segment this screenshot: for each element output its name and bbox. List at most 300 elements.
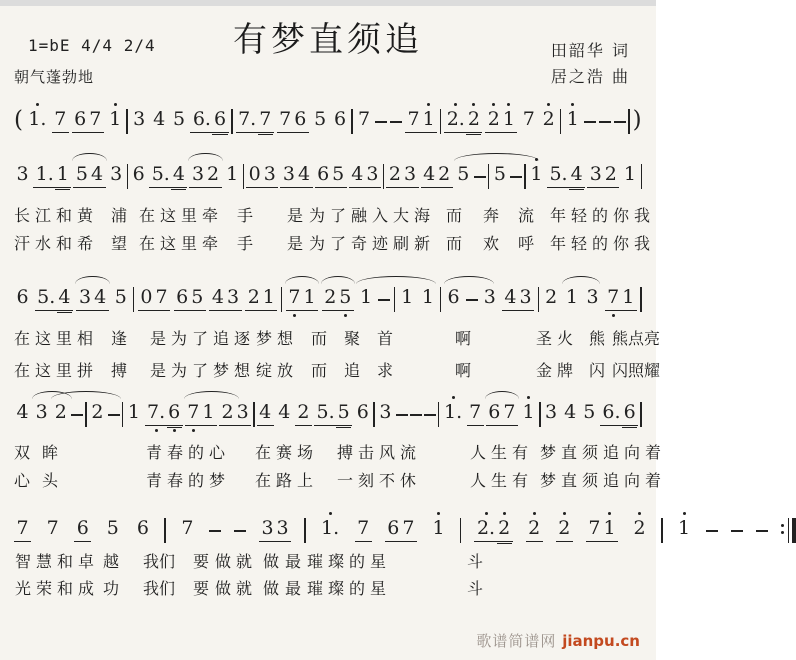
barline-icon: [641, 164, 642, 189]
score-line: [14, 517, 796, 551]
dash-note-icon: [706, 530, 718, 532]
note: 5.: [151, 163, 170, 185]
note: 4: [211, 286, 225, 308]
note: 2: [466, 108, 481, 130]
note-group: [286, 286, 318, 310]
lyric-segment: 在这里相: [14, 329, 99, 348]
lyric-segment: 做就: [215, 552, 258, 571]
note-group: [138, 286, 170, 310]
lyric-segment: 青春的梦: [146, 471, 231, 490]
note-group: [356, 108, 373, 132]
sixteenth-underline-icon: [171, 189, 186, 190]
note: 3: [16, 163, 29, 185]
lyric-segment: 为了: [309, 234, 352, 253]
note-group: [444, 108, 482, 132]
note: 2: [438, 163, 451, 185]
note-group: [486, 401, 518, 425]
note-group: [528, 163, 545, 187]
note-group: [441, 401, 464, 425]
high-octave-dot-icon: [563, 512, 566, 515]
note-group: [377, 401, 394, 425]
tie-arc-icon: [51, 391, 121, 399]
dash-note-icon: [410, 414, 422, 416]
note: 3: [191, 163, 205, 185]
note-group: [14, 163, 31, 187]
sixteenth-underline-icon: [167, 427, 182, 428]
note: 2: [557, 517, 572, 539]
note-group: [134, 517, 151, 541]
lyric-segment: 人生有: [470, 443, 534, 462]
note: 2: [247, 286, 260, 308]
high-octave-dot-icon: [36, 103, 39, 106]
lyric-segment: 融入: [351, 206, 394, 225]
lyric-segment: 圣火: [536, 329, 579, 348]
high-octave-dot-icon: [571, 103, 574, 106]
high-octave-dot-icon: [472, 103, 475, 106]
tie-arc-icon: [285, 276, 319, 284]
lyric-segment: 熊: [589, 329, 611, 348]
note: 2.: [445, 108, 466, 130]
sixteenth-underline-icon: [57, 312, 72, 313]
barline-icon: [438, 402, 439, 427]
page-title: 有梦直须追: [233, 20, 423, 60]
score-line: [14, 108, 642, 142]
lyric-segment: 而: [446, 234, 468, 253]
lyric-segment: 呼: [518, 234, 540, 253]
note-group: [33, 163, 71, 187]
note-group: [125, 401, 142, 425]
note: 6: [317, 163, 330, 185]
dash-note-icon: [474, 176, 486, 178]
note-group: [151, 108, 168, 132]
note: 4: [569, 163, 584, 185]
barline-icon: [488, 164, 489, 189]
lyric-segment: 在这里拼: [14, 361, 99, 380]
note-group: [556, 517, 573, 541]
low-octave-dot-icon: [293, 314, 296, 317]
note-group: [467, 401, 484, 425]
lyric-segment: 璀璨的星: [307, 579, 392, 598]
note: 6: [132, 163, 145, 185]
dash-note-icon: [108, 414, 120, 416]
barline-icon: [122, 402, 123, 427]
note-group: [185, 401, 217, 425]
note: 3: [78, 286, 92, 308]
note: 0: [248, 163, 261, 185]
lyric-segment: 光荣和成: [15, 579, 100, 598]
note-group: [259, 517, 291, 541]
note: 3: [545, 401, 558, 423]
note: 1: [565, 286, 578, 308]
barline-icon: [640, 287, 641, 312]
note-group: [676, 517, 693, 541]
note: 6: [167, 401, 182, 423]
barline-icon: [440, 109, 441, 134]
high-octave-dot-icon: [535, 158, 538, 161]
note-group: [419, 286, 436, 310]
lyric-segment: 追逐: [213, 329, 256, 348]
note: 1: [421, 108, 436, 130]
note: 4: [57, 286, 72, 308]
note: 7: [407, 108, 420, 130]
lyric-segment: 流: [518, 206, 540, 225]
lyricist-credit: 田韶华 词: [550, 41, 630, 60]
note: 2: [91, 401, 104, 423]
note-group: [246, 163, 278, 187]
dash-note-icon: [614, 121, 626, 123]
lyric-segment: 大海: [393, 206, 436, 225]
note: 3: [133, 108, 146, 130]
barline-icon: [243, 164, 244, 189]
thick-barline-icon: [792, 518, 796, 543]
note-group: [312, 108, 329, 132]
lyric-segment: 而: [311, 361, 333, 380]
tie-arc-icon: [356, 276, 436, 284]
lyric-segment: 直须追向着: [561, 443, 667, 462]
note: 1.: [442, 401, 463, 423]
barline-icon: [538, 287, 539, 312]
note-group: [485, 108, 517, 132]
score-line: [14, 163, 642, 197]
note: 6: [76, 517, 89, 539]
dash-note-icon: [396, 414, 408, 416]
dash-note-icon: [71, 414, 83, 416]
watermark: [476, 630, 640, 651]
lyric-segment: 双: [14, 443, 36, 462]
barline-icon: [304, 518, 305, 543]
barline-icon: [126, 109, 127, 134]
low-octave-dot-icon: [344, 314, 347, 317]
note-group: [145, 401, 183, 425]
note-group: [322, 286, 354, 310]
note: 6: [387, 517, 400, 539]
sixteenth-underline-icon: [212, 134, 227, 135]
note-group: [543, 286, 560, 310]
note: 7: [186, 401, 201, 423]
note: 1: [565, 108, 580, 130]
lyric-segment: 梦: [540, 443, 562, 462]
tie-arc-icon: [454, 153, 539, 161]
note-group: [112, 286, 129, 310]
note: 5: [493, 163, 506, 185]
parenthesis: ): [632, 107, 642, 133]
note-group: [584, 286, 601, 310]
tie-arc-icon: [75, 276, 109, 284]
note-group: [349, 163, 381, 187]
note-group: [14, 401, 31, 425]
note: 1: [226, 163, 239, 185]
lyric-segment: 首: [377, 329, 399, 348]
note-group: [502, 286, 534, 310]
sixteenth-underline-icon: [569, 189, 584, 190]
note: 2: [497, 517, 512, 539]
note: 4: [297, 163, 311, 185]
note-group: [104, 517, 121, 541]
note: 1.: [27, 108, 48, 130]
sixteenth-underline-icon: [497, 543, 512, 544]
note: 7: [46, 517, 59, 539]
lyric-segment: 璀璨的星: [307, 552, 392, 571]
lyric-segment: 一刻不休: [337, 471, 422, 490]
note: 2: [604, 163, 617, 185]
note: 5: [191, 286, 204, 308]
note: 5.: [549, 163, 568, 185]
note-group: [35, 286, 73, 310]
note: 1.: [320, 517, 341, 539]
note: 4: [90, 163, 104, 185]
lyric-segment: 我们: [143, 579, 176, 598]
lyric-segment: 我: [634, 234, 656, 253]
note: 2: [486, 108, 501, 130]
lyric-segment: 在这里牵: [139, 234, 224, 253]
note-group: [354, 401, 371, 425]
note: 6: [212, 108, 227, 130]
note-group: [562, 401, 579, 425]
note: 2: [297, 401, 310, 423]
barline-icon: [85, 402, 86, 427]
note: 3: [35, 401, 48, 423]
lyric-segment: 追: [344, 361, 366, 380]
note: 7: [522, 108, 535, 130]
lyric-segment: 浦: [111, 206, 133, 225]
lyric-segment: 最: [285, 552, 307, 571]
lyric-segment: 啊: [455, 329, 477, 348]
lyric-segment: 梦想: [213, 361, 256, 380]
note-group: [170, 108, 187, 132]
note: 7: [181, 517, 194, 539]
barline-icon: [440, 287, 441, 312]
barline-icon: [460, 518, 461, 543]
lyric-segment: 为了: [171, 361, 214, 380]
note-group: [491, 163, 508, 187]
note-group: [474, 517, 512, 541]
note: 7: [503, 401, 516, 423]
note-group: [386, 163, 418, 187]
lyric-segment: 青春的心: [146, 443, 231, 462]
note: 3: [263, 163, 276, 185]
lyric-segment: 在赛场: [255, 443, 319, 462]
lyric-segment: 长江和黄: [14, 206, 99, 225]
note: 6: [333, 108, 347, 130]
sixteenth-underline-icon: [258, 134, 273, 135]
lyric-segment: 梦想: [256, 329, 299, 348]
note-group: [543, 401, 560, 425]
barline-icon: [383, 164, 384, 189]
note-group: [107, 108, 124, 132]
note: 2: [527, 517, 542, 539]
lyric-segment: 啊: [455, 361, 477, 380]
tie-arc-icon: [562, 276, 600, 284]
note-group: [430, 517, 447, 541]
note: 7: [279, 108, 292, 130]
lyric-segment: 直须追向着: [561, 471, 667, 490]
note: 4: [278, 401, 291, 423]
note: 1: [602, 517, 617, 539]
note: 7: [89, 108, 102, 130]
note-group: [33, 401, 50, 425]
dash-note-icon: [424, 414, 436, 416]
repeat-end-barline-icon: [781, 517, 796, 543]
note-group: [563, 286, 580, 310]
note: 4: [94, 286, 107, 308]
note-group: [315, 163, 347, 187]
barline-icon: [628, 109, 629, 134]
note-group: [357, 286, 374, 310]
lyric-segment: 斗: [467, 552, 489, 571]
high-octave-dot-icon: [427, 103, 430, 106]
sixteenth-underline-icon: [466, 134, 481, 135]
note: 7: [588, 517, 601, 539]
high-octave-dot-icon: [454, 103, 457, 106]
note: 3: [261, 517, 274, 539]
note-group: [14, 286, 31, 310]
barline-icon: [133, 287, 134, 312]
lyric-segment: 最: [285, 579, 307, 598]
note: 1: [55, 163, 70, 185]
lyric-segment: 做: [263, 579, 285, 598]
note: 7: [469, 401, 482, 423]
top-strip: [0, 0, 656, 6]
note: 1.: [35, 163, 54, 185]
note: 1: [677, 517, 692, 539]
note: 4: [16, 401, 29, 423]
lyric-segment: 是: [287, 206, 309, 225]
lyric-segment: 绽放: [256, 361, 299, 380]
lyric-segment: 而: [311, 329, 333, 348]
low-octave-dot-icon: [612, 314, 615, 317]
note-group: [587, 163, 619, 187]
lyric-segment: 要: [193, 579, 215, 598]
note-group: [257, 401, 274, 425]
note: 6.: [192, 108, 211, 130]
note-group: [564, 108, 581, 132]
tie-arc-icon: [188, 153, 222, 161]
note-group: [245, 286, 277, 310]
note: 1: [262, 286, 275, 308]
note-group: [621, 163, 638, 187]
barline-icon: [253, 402, 254, 427]
note-group: [89, 401, 106, 425]
note: 2: [632, 517, 647, 539]
note: 1: [108, 108, 123, 130]
note-group: [14, 517, 31, 541]
lyric-segment: 智慧和卓: [15, 552, 100, 571]
note-group: [280, 163, 312, 187]
note: 7: [16, 517, 29, 539]
note-group: [600, 401, 638, 425]
note-group: [605, 286, 637, 310]
note: 1: [431, 517, 446, 539]
note-group: [355, 517, 372, 541]
note: 1: [622, 286, 635, 308]
low-octave-dot-icon: [173, 429, 176, 432]
note: 4: [423, 163, 436, 185]
note: 1: [623, 163, 636, 185]
lyric-segment: 是: [150, 361, 172, 380]
note: 3: [366, 163, 379, 185]
note-group: [385, 517, 417, 541]
watermark-site-name: 歌谱简谱网: [476, 632, 557, 650]
barline-icon: [164, 518, 165, 543]
note-group: [72, 108, 104, 132]
watermark-site-link[interactable]: jianpu.cn: [562, 632, 640, 650]
high-octave-dot-icon: [329, 512, 332, 515]
note: 3: [379, 401, 392, 423]
dash-note-icon: [756, 530, 768, 532]
tie-arc-icon: [72, 153, 106, 161]
dash-note-icon: [510, 176, 522, 178]
note-group: [314, 401, 352, 425]
lyric-segment: 人生有: [470, 471, 534, 490]
note-group: [108, 163, 125, 187]
barline-icon: [661, 518, 662, 543]
note-group: [209, 286, 241, 310]
note-group: [74, 517, 91, 541]
lyric-segment: 闪照耀: [612, 361, 661, 380]
tempo-marking: 朝气蓬勃地: [14, 68, 95, 86]
note-group: [179, 517, 196, 541]
barline-icon: [560, 109, 561, 134]
lyric-segment: 做: [263, 552, 285, 571]
note: 2: [545, 286, 558, 308]
note-group: [174, 286, 206, 310]
note: 1: [202, 401, 215, 423]
lyric-segment: 金牌: [536, 361, 579, 380]
note: 7: [402, 517, 415, 539]
note: 5: [106, 517, 119, 539]
note: 7: [155, 286, 168, 308]
lyric-segment: 熊点亮: [612, 329, 661, 348]
note: 7.: [146, 401, 167, 423]
note-group: [76, 286, 108, 310]
note: 1: [501, 108, 516, 130]
note-group: [547, 163, 585, 187]
lyric-segment: 求: [377, 361, 399, 380]
high-octave-dot-icon: [527, 396, 530, 399]
note: 7: [54, 108, 67, 130]
note-group: [224, 163, 241, 187]
note-group: [131, 108, 148, 132]
dash-note-icon: [209, 530, 221, 532]
dash-note-icon: [390, 121, 402, 123]
note-group: [581, 401, 598, 425]
note: 6: [74, 108, 87, 130]
note: 2: [541, 108, 556, 130]
note: 2.: [475, 517, 496, 539]
low-octave-dot-icon: [155, 429, 158, 432]
high-octave-dot-icon: [507, 103, 510, 106]
note: 1: [521, 401, 536, 423]
lyric-segment: 手: [237, 234, 259, 253]
note: 3: [276, 517, 289, 539]
note: 4: [504, 286, 517, 308]
note: 4: [153, 108, 166, 130]
note: 2: [54, 401, 67, 423]
note: 3: [110, 163, 123, 185]
note: 6: [176, 286, 189, 308]
note: 5.: [316, 401, 335, 423]
note: 6: [356, 401, 369, 423]
sixteenth-underline-icon: [336, 427, 351, 428]
note-group: [455, 163, 472, 187]
dash-note-icon: [731, 530, 743, 532]
score-line: [14, 286, 642, 320]
note-group: [73, 163, 105, 187]
note-group: [540, 108, 557, 132]
dash-note-icon: [599, 121, 611, 123]
lyric-segment: 汗水和希: [14, 234, 99, 253]
note-group: [26, 108, 49, 132]
